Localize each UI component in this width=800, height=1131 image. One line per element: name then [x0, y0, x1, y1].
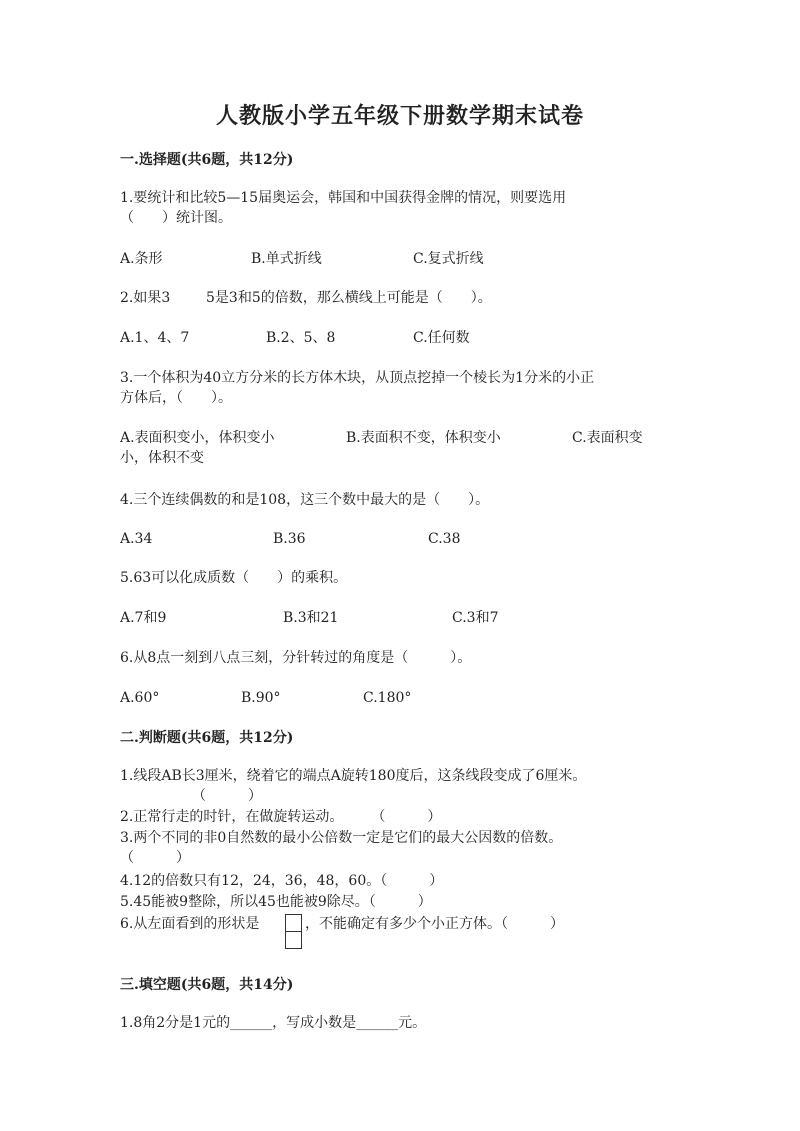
- mc-question-5: 5.63可以化成质数（ ）的乘积。: [120, 570, 348, 586]
- mc-question-3-option-c-line-1: C.表面积变: [572, 430, 643, 446]
- mc-question-4-option-a: A.34: [120, 531, 153, 547]
- mc-question-4: 4.三个连续偶数的和是108，这三个数中最大的是（ ）。: [120, 492, 490, 508]
- mc-question-6-option-a: A.60°: [120, 690, 160, 706]
- left-view-shape-figure: [285, 914, 302, 950]
- mc-question-2-option-b: B.2、5、8: [266, 330, 336, 346]
- mc-question-4-option-b: B.36: [273, 531, 306, 547]
- mc-question-2-option-a: A.1、4、7: [120, 330, 190, 346]
- mc-question-1-option-b: B.单式折线: [251, 251, 322, 267]
- tf-question-3-line-2: （ ）: [120, 850, 190, 866]
- tf-question-3-line-1: 3.两个不同的非0自然数的最小公倍数一定是它们的最大公因数的倍数。: [120, 830, 563, 846]
- mc-question-5-option-c: C.3和7: [452, 610, 499, 626]
- mc-question-3-option-b: B.表面积不变，体积变小: [346, 430, 501, 446]
- mc-question-6-option-b: B.90°: [241, 690, 281, 706]
- fill-question-1: 1.8角2分是1元的______，写成小数是______元。: [120, 1015, 427, 1031]
- mc-question-3-option-c-line-2: 小，体积不变: [120, 450, 204, 466]
- page-title: 人教版小学五年级下册数学期末试卷: [215, 103, 584, 129]
- mc-question-4-option-c: C.38: [428, 531, 461, 547]
- mc-question-2-part-1: 2.如果3: [120, 290, 171, 306]
- tf-question-2: 2.正常行走的时针，在做旋转运动。 （ ）: [120, 809, 442, 825]
- tf-question-1-line-2: （ ）: [192, 788, 262, 804]
- section-heading-choice: 一.选择题(共6题，共12分): [120, 152, 294, 168]
- section-heading-fill-in: 三.填空题(共6题，共14分): [120, 977, 294, 993]
- mc-question-5-option-a: A.7和9: [120, 610, 167, 626]
- mc-question-1-line-1: 1.要统计和比较5—15届奥运会，韩国和中国获得金牌的情况，则要选用: [120, 190, 567, 206]
- mc-question-5-option-b: B.3和21: [283, 610, 339, 626]
- mc-question-3-option-a: A.表面积变小，体积变小: [120, 430, 275, 446]
- mc-question-6-option-c: C.180°: [363, 690, 412, 706]
- tf-question-6-part-2: ，不能确定有多少个小正方体。（ ）: [305, 916, 564, 932]
- mc-question-1-option-c: C.复式折线: [413, 251, 484, 267]
- tf-question-1-line-1: 1.线段AB长3厘米，绕着它的端点A旋转180度后，这条线段变成了6厘米。: [120, 768, 587, 784]
- section-heading-true-false: 二.判断题(共6题，共12分): [120, 730, 294, 746]
- mc-question-6: 6.从8点一刻到八点三刻，分针转过的角度是（ ）。: [120, 650, 472, 666]
- square-cell-top: [285, 914, 302, 932]
- mc-question-1-option-a: A.条形: [120, 251, 163, 267]
- tf-question-5: 5.45能被9整除，所以45也能被9除尽。（ ）: [120, 894, 432, 910]
- mc-question-2-part-2: 5是3和5的倍数，那么横线上可能是（ ）。: [206, 290, 492, 306]
- square-cell-bottom: [285, 931, 302, 949]
- tf-question-6-part-1: 6.从左面看到的形状是: [120, 916, 260, 932]
- mc-question-2-option-c: C.任何数: [413, 330, 470, 346]
- mc-question-3-line-1: 3.一个体积为40立方分米的长方体木块，从顶点挖掉一个棱长为1分米的小正: [120, 370, 595, 386]
- tf-question-4: 4.12的倍数只有12，24，36，48，60。（ ）: [120, 873, 444, 889]
- mc-question-1-line-2: （ ）统计图。: [120, 210, 232, 226]
- mc-question-3-line-2: 方体后，（ ）。: [120, 390, 232, 406]
